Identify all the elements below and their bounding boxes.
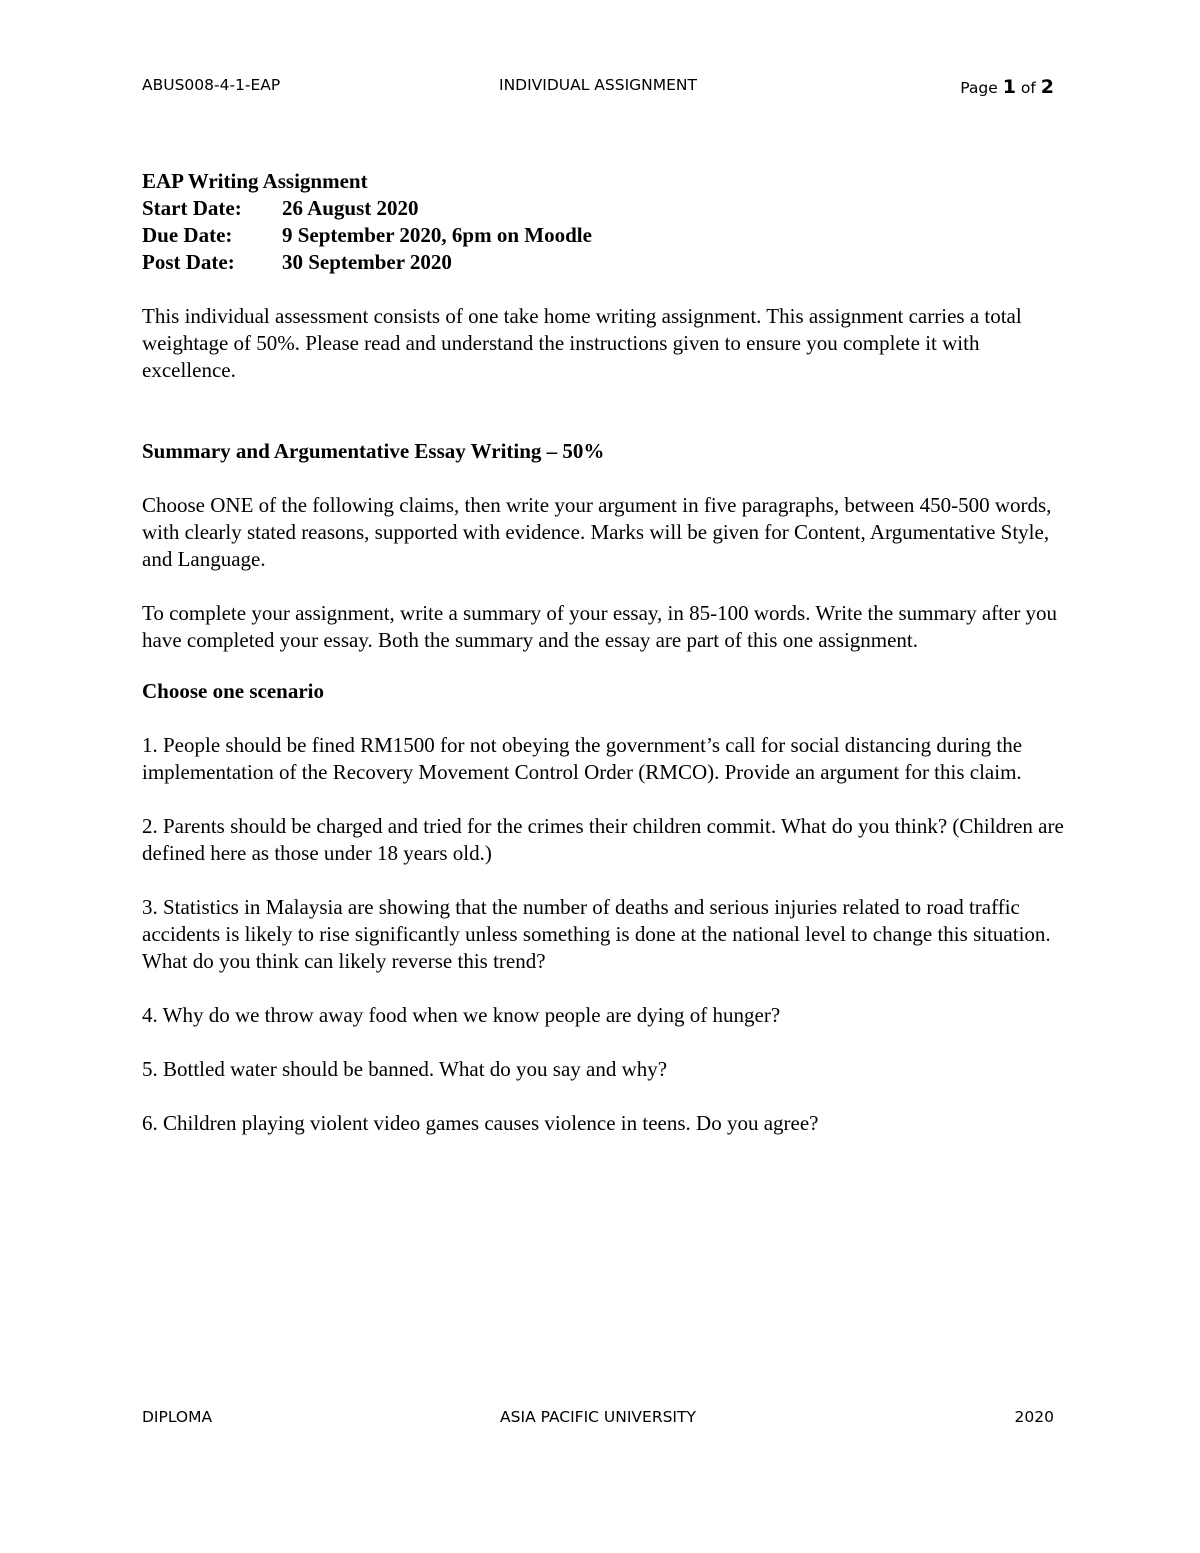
page-header bbox=[142, 76, 1054, 100]
due-date-value: 9 September 2020, 6pm on Moodle bbox=[282, 223, 592, 247]
start-date-value: 26 August 2020 bbox=[282, 196, 419, 220]
section-heading: Summary and Argumentative Essay Writing – 50% bbox=[142, 439, 605, 463]
due-date-label: Due Date: bbox=[142, 223, 233, 247]
footer-university: ASIA PACIFIC UNIVERSITY bbox=[500, 1408, 696, 1426]
post-date-label: Post Date: bbox=[142, 250, 235, 274]
start-date-row bbox=[142, 195, 1064, 222]
due-date-row bbox=[142, 222, 1064, 249]
summary-paragraph: To complete your assignment, write a summary of your essay, in 85-100 words. Write the summary after you have completed your essay. Both the summary and the essay are part of this one assignment. bbox=[142, 601, 1058, 652]
document-body bbox=[142, 168, 1064, 1137]
scenario-item: 6. Children playing violent video games causes violence in teens. Do you agree? bbox=[142, 1111, 819, 1135]
intro-paragraph: This individual assessment consists of one take home writing assignment. This assignment carries a total weightage of 50%. Please read and understand the instructions given to ensure you complete it with excellence. bbox=[142, 304, 1022, 382]
scenario-item: 1. People should be fined RM1500 for not obeying the government’s call for social distancing during the implementation of the Recovery Movement Control Order (RMCO). Provide an argument for this claim. bbox=[142, 733, 1023, 784]
header-title: INDIVIDUAL ASSIGNMENT bbox=[499, 76, 697, 94]
page-number: Page 1 of 2 bbox=[960, 76, 1054, 98]
scenario-item: 3. Statistics in Malaysia are showing that the number of deaths and serious injuries related to road traffic accidents is likely to rise significantly unless something is done at the national level to change this situation. What do you think can likely reverse this trend? bbox=[142, 895, 1051, 973]
scenario-item: 2. Parents should be charged and tried for the crimes their children commit. What do you think? (Children are defined here as those under 18 years old.) bbox=[142, 814, 1064, 865]
page-footer bbox=[142, 1408, 1054, 1432]
footer-program: DIPLOMA bbox=[142, 1408, 213, 1426]
post-date-value: 30 September 2020 bbox=[282, 250, 452, 274]
post-date-row bbox=[142, 249, 1064, 276]
footer-year: 2020 bbox=[1014, 1408, 1054, 1426]
module-code: ABUS008-4-1-EAP bbox=[142, 76, 281, 94]
instructions-paragraph: Choose ONE of the following claims, then write your argument in five paragraphs, between 450-500 words, with clearly stated reasons, supported with evidence. Marks will be given for Content, Argumentative Style, and Language. bbox=[142, 493, 1052, 571]
scenario-heading: Choose one scenario bbox=[142, 679, 324, 703]
scenario-item: 5. Bottled water should be banned. What do you say and why? bbox=[142, 1057, 668, 1081]
assignment-title: EAP Writing Assignment bbox=[142, 169, 368, 193]
start-date-label: Start Date: bbox=[142, 196, 242, 220]
scenario-item: 4. Why do we throw away food when we know people are dying of hunger? bbox=[142, 1003, 781, 1027]
